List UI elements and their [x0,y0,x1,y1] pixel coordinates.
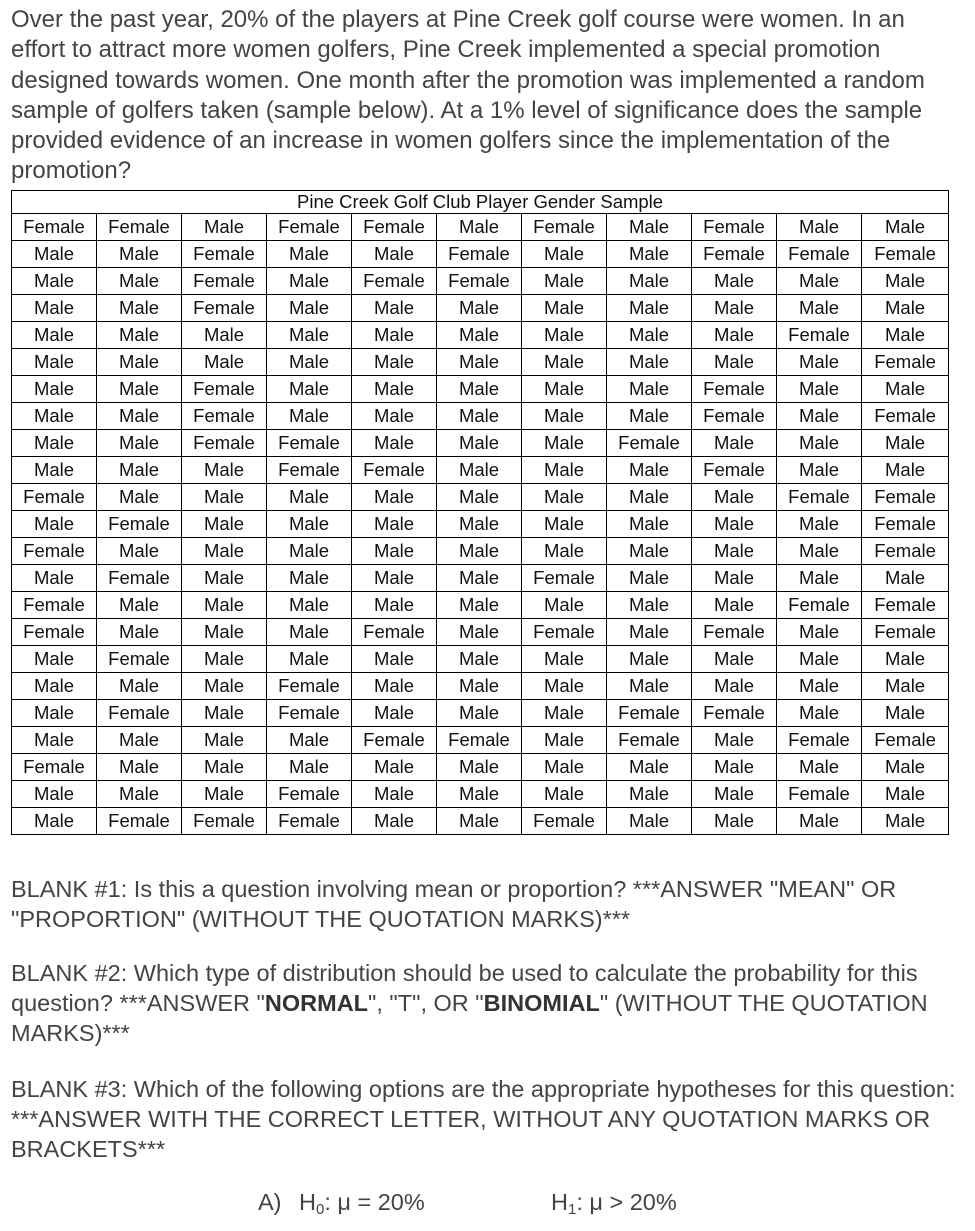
table-cell: Male [862,457,949,484]
table-cell: Male [97,295,182,322]
table-cell: Male [607,565,692,592]
table-cell: Female [267,430,352,457]
table-cell: Male [352,484,437,511]
table-cell: Male [777,646,862,673]
table-cell: Male [12,241,97,268]
table-cell: Male [12,727,97,754]
table-cell: Male [692,781,777,808]
table-cell: Male [607,349,692,376]
table-cell: Male [607,781,692,808]
table-cell: Male [437,565,522,592]
table-cell: Male [862,808,949,835]
table-cell: Male [12,295,97,322]
table-cell: Female [97,700,182,727]
table-cell: Male [352,349,437,376]
table-cell: Male [607,403,692,430]
table-cell: Male [692,484,777,511]
table-row [12,241,949,268]
table-row [12,214,949,241]
table-cell: Male [97,376,182,403]
table-cell: Male [352,430,437,457]
table-cell: Male [437,673,522,700]
table-cell: Male [862,646,949,673]
table-cell: Female [862,592,949,619]
table-cell: Male [607,457,692,484]
table-cell: Male [437,430,522,457]
table-cell: Male [522,754,607,781]
table-cell: Male [522,646,607,673]
table-cell: Female [522,214,607,241]
blank-2-normal: NORMAL [264,990,369,1017]
question-intro: Over the past year, 20% of the players at Pine Creek golf course were women. In an effort to attract more women golfers, Pine Creek implemented a special promotion designed towards women. One month after the promotion was implemented a random sample of golfers taken (sample below). At a 1% level of significance does the sample provided evidence of an increase in women golfers since the implementation of the promotion? [11,6,925,185]
table-row [12,268,949,295]
table-cell: Male [692,322,777,349]
table-cell: Male [862,781,949,808]
table-cell: Male [862,322,949,349]
table-cell: Female [777,781,862,808]
table-cell: Male [692,538,777,565]
table-cell: Male [267,268,352,295]
blank-2-suffix: " (WITHOUT THE QUOTATION MARKS)*** [11,990,928,1047]
table-cell: Male [12,322,97,349]
table-cell: Female [692,700,777,727]
table-row [12,403,949,430]
table-cell: Female [267,214,352,241]
table-cell: Male [607,295,692,322]
table-cell: Male [12,781,97,808]
table-cell: Male [437,457,522,484]
table-cell: Male [522,592,607,619]
table-cell: Male [522,376,607,403]
table-cell: Female [862,619,949,646]
option-a-alt-hypothesis [551,1189,677,1216]
table-cell: Male [267,241,352,268]
table-cell: Male [777,808,862,835]
table-cell: Male [182,538,267,565]
table-cell: Male [437,295,522,322]
table-cell: Male [607,484,692,511]
table-cell: Male [777,538,862,565]
table-title: Pine Creek Golf Club Player Gender Sample [12,191,949,214]
table-cell: Male [97,322,182,349]
table-cell: Male [777,268,862,295]
table-cell: Male [522,484,607,511]
blank-2-prefix: BLANK #2: Which type of distribution should be used to calculate the probability for this question? ***ANSWER " [11,960,918,1017]
table-cell: Male [12,808,97,835]
table-cell: Male [267,403,352,430]
table-cell: Female [12,592,97,619]
table-cell: Female [437,241,522,268]
table-cell: Female [97,646,182,673]
table-cell: Female [182,268,267,295]
table-cell: Male [522,268,607,295]
table-cell: Male [692,673,777,700]
table-cell: Male [522,241,607,268]
table-cell: Male [97,457,182,484]
table-cell: Male [437,322,522,349]
table-cell: Male [777,754,862,781]
table-cell: Male [862,673,949,700]
table-cell: Male [692,511,777,538]
table-cell: Female [97,565,182,592]
table-cell: Female [777,484,862,511]
table-cell: Female [777,241,862,268]
table-cell: Male [777,619,862,646]
table-cell: Male [267,727,352,754]
table-row [12,619,949,646]
table-row [12,808,949,835]
table-row [12,565,949,592]
table-cell: Male [182,457,267,484]
table-cell: Male [437,214,522,241]
table-cell: Male [97,727,182,754]
table-cell: Male [862,754,949,781]
table-cell: Male [437,511,522,538]
table-cell: Male [692,808,777,835]
table-cell: Male [352,295,437,322]
table-cell: Male [12,349,97,376]
table-cell: Male [182,322,267,349]
table-cell: Male [607,592,692,619]
blank-3-prompt: BLANK #3: Which of the following options are the appropriate hypotheses for this question: ***ANSWER WITH THE CORRECT LETTER, WITHOUT ANY QUOTATION MARKS OR BRACKETS*** [11,1076,956,1163]
table-row [12,538,949,565]
table-cell: Male [522,430,607,457]
table-cell: Male [607,511,692,538]
table-cell: Male [777,295,862,322]
table-cell: Male [522,538,607,565]
table-cell: Male [182,484,267,511]
table-cell: Male [12,403,97,430]
table-cell: Male [522,322,607,349]
table-cell: Male [607,808,692,835]
table-cell: Male [12,673,97,700]
table-cell: Male [12,646,97,673]
table-cell: Female [267,700,352,727]
table-cell: Male [182,700,267,727]
table-cell: Male [607,619,692,646]
table-cell: Male [777,457,862,484]
table-cell: Female [607,727,692,754]
table-cell: Female [267,673,352,700]
table-cell: Male [97,430,182,457]
table-row [12,700,949,727]
table-cell: Female [352,619,437,646]
table-cell: Male [522,349,607,376]
table-cell: Male [97,484,182,511]
table-cell: Male [607,214,692,241]
table-cell: Female [692,214,777,241]
h0-label: H [299,1189,316,1215]
table-cell: Male [352,511,437,538]
table-cell: Female [692,376,777,403]
table-row [12,511,949,538]
table-cell: Male [267,619,352,646]
table-cell: Female [437,727,522,754]
table-cell: Male [182,511,267,538]
table-cell: Male [437,700,522,727]
table-cell: Female [437,268,522,295]
table-cell: Male [862,376,949,403]
table-cell: Male [777,349,862,376]
table-cell: Female [352,457,437,484]
table-cell: Male [437,538,522,565]
table-cell: Male [97,268,182,295]
table-cell: Male [182,349,267,376]
table-cell: Male [352,646,437,673]
table-cell: Male [182,754,267,781]
option-a-letter: A) [258,1189,282,1215]
table-cell: Female [862,241,949,268]
table-cell: Male [352,754,437,781]
table-cell: Male [182,214,267,241]
table-cell: Male [607,322,692,349]
table-cell: Male [182,619,267,646]
table-cell: Male [97,349,182,376]
table-cell: Male [777,214,862,241]
h1-label: H [551,1189,568,1215]
table-cell: Male [267,322,352,349]
table-row [12,592,949,619]
table-cell: Male [352,376,437,403]
table-cell: Male [97,403,182,430]
table-cell: Male [352,592,437,619]
table-cell: Male [692,295,777,322]
table-cell: Male [12,565,97,592]
table-cell: Female [182,808,267,835]
table-cell: Male [862,214,949,241]
table-cell: Male [607,538,692,565]
table-cell: Male [267,565,352,592]
table-cell: Female [352,214,437,241]
table-cell: Male [522,511,607,538]
table-row [12,781,949,808]
table-cell: Male [692,592,777,619]
table-cell: Female [692,403,777,430]
table-cell: Male [862,295,949,322]
table-cell: Male [97,754,182,781]
table-cell: Male [777,511,862,538]
table-cell: Male [97,241,182,268]
table-cell: Male [267,754,352,781]
table-cell: Male [267,538,352,565]
table-cell: Male [607,241,692,268]
table-cell: Male [437,781,522,808]
table-cell: Female [607,700,692,727]
table-cell: Male [777,565,862,592]
table-cell: Male [777,673,862,700]
table-cell: Female [267,457,352,484]
table-cell: Female [777,322,862,349]
table-body [12,214,949,835]
table-cell: Male [522,700,607,727]
table-row [12,646,949,673]
table-cell: Male [862,565,949,592]
table-cell: Male [777,376,862,403]
table-cell: Male [267,295,352,322]
table-cell: Male [182,646,267,673]
blank-2-prompt [11,958,961,1049]
table-cell: Male [12,700,97,727]
h1-statement: : μ > 20% [576,1189,677,1215]
table-cell: Female [607,430,692,457]
blank-2-mid: ", "T", OR " [368,990,484,1017]
table-cell: Female [692,619,777,646]
table-cell: Male [352,565,437,592]
table-cell: Female [182,376,267,403]
table-cell: Male [522,727,607,754]
table-cell: Male [437,484,522,511]
table-cell: Female [12,754,97,781]
table-cell: Male [182,673,267,700]
table-cell: Male [352,322,437,349]
table-cell: Male [692,754,777,781]
table-cell: Male [437,754,522,781]
table-cell: Male [692,349,777,376]
table-cell: Female [182,241,267,268]
table-cell: Male [182,727,267,754]
table-cell: Male [97,538,182,565]
table-cell: Male [437,349,522,376]
table-cell: Male [607,646,692,673]
table-cell: Male [352,781,437,808]
table-cell: Female [862,403,949,430]
table-row [12,457,949,484]
table-row [12,295,949,322]
table-cell: Female [97,808,182,835]
table-cell: Female [692,457,777,484]
table-cell: Female [862,349,949,376]
table-cell: Female [182,403,267,430]
table-cell: Female [522,808,607,835]
table-cell: Male [862,430,949,457]
gender-sample-table [11,190,949,835]
table-cell: Female [97,511,182,538]
table-row [12,484,949,511]
table-cell: Male [692,646,777,673]
table-cell: Female [862,484,949,511]
table-row [12,727,949,754]
table-cell: Male [352,808,437,835]
table-row [12,349,949,376]
table-cell: Female [862,511,949,538]
option-a-null-hypothesis [299,1189,425,1216]
table-cell: Male [692,430,777,457]
table-cell: Male [522,781,607,808]
table-cell: Male [437,619,522,646]
table-cell: Male [97,781,182,808]
table-cell: Male [777,403,862,430]
table-cell: Male [12,430,97,457]
table-cell: Male [777,430,862,457]
table-cell: Male [607,754,692,781]
table-cell: Male [522,457,607,484]
h0-subscript: 0 [315,1201,325,1218]
table-cell: Male [522,295,607,322]
table-cell: Male [182,592,267,619]
table-cell: Female [522,565,607,592]
blank-1-prompt: BLANK #1: Is this a question involving mean or proportion? ***ANSWER "MEAN" OR "PROPORTION" (WITHOUT THE QUOTATION MARKS)*** [11,876,897,933]
table-cell: Male [97,673,182,700]
table-cell: Male [267,646,352,673]
table-cell: Male [607,268,692,295]
table-row [12,673,949,700]
table-cell: Female [352,727,437,754]
option-a [0,1189,975,1221]
table-row [12,322,949,349]
table-row [12,754,949,781]
table-cell: Male [267,592,352,619]
table-cell: Female [12,619,97,646]
table-cell: Male [352,241,437,268]
table-cell: Female [182,295,267,322]
table-cell: Female [97,214,182,241]
table-row [12,376,949,403]
table-cell: Female [12,214,97,241]
table-cell: Male [437,592,522,619]
table-cell: Male [352,403,437,430]
table-cell: Male [862,700,949,727]
table-cell: Male [692,268,777,295]
table-cell: Male [862,268,949,295]
table-cell: Male [12,268,97,295]
table-cell: Male [437,646,522,673]
h0-statement: : μ = 20% [324,1189,425,1215]
table-cell: Female [267,808,352,835]
table-cell: Female [862,727,949,754]
table-cell: Male [352,700,437,727]
table-cell: Male [607,376,692,403]
table-cell: Male [267,349,352,376]
table-cell: Male [522,673,607,700]
table-cell: Male [352,538,437,565]
table-cell: Female [862,538,949,565]
table-cell: Male [352,673,437,700]
table-cell: Male [182,565,267,592]
blank-2-binomial: BINOMIAL [483,990,600,1017]
table-cell: Female [777,592,862,619]
table-cell: Female [352,268,437,295]
table-cell: Male [437,808,522,835]
table-cell: Male [607,673,692,700]
table-cell: Female [182,430,267,457]
table-cell: Male [12,457,97,484]
table-cell: Male [522,403,607,430]
table-cell: Male [267,376,352,403]
table-title-row [12,191,949,214]
table-cell: Female [692,241,777,268]
table-cell: Male [692,727,777,754]
table-cell: Male [97,592,182,619]
table-cell: Female [267,781,352,808]
h1-subscript: 1 [567,1201,577,1218]
table-row [12,430,949,457]
table-cell: Female [12,538,97,565]
table-cell: Male [182,781,267,808]
table-cell: Female [522,619,607,646]
table-cell: Male [267,484,352,511]
table-cell: Male [12,376,97,403]
table-cell: Male [97,619,182,646]
table-cell: Male [777,700,862,727]
table-cell: Male [437,376,522,403]
table-cell: Male [12,511,97,538]
table-cell: Male [267,511,352,538]
table-cell: Female [12,484,97,511]
table-cell: Male [692,565,777,592]
table-cell: Female [777,727,862,754]
table-cell: Male [437,403,522,430]
